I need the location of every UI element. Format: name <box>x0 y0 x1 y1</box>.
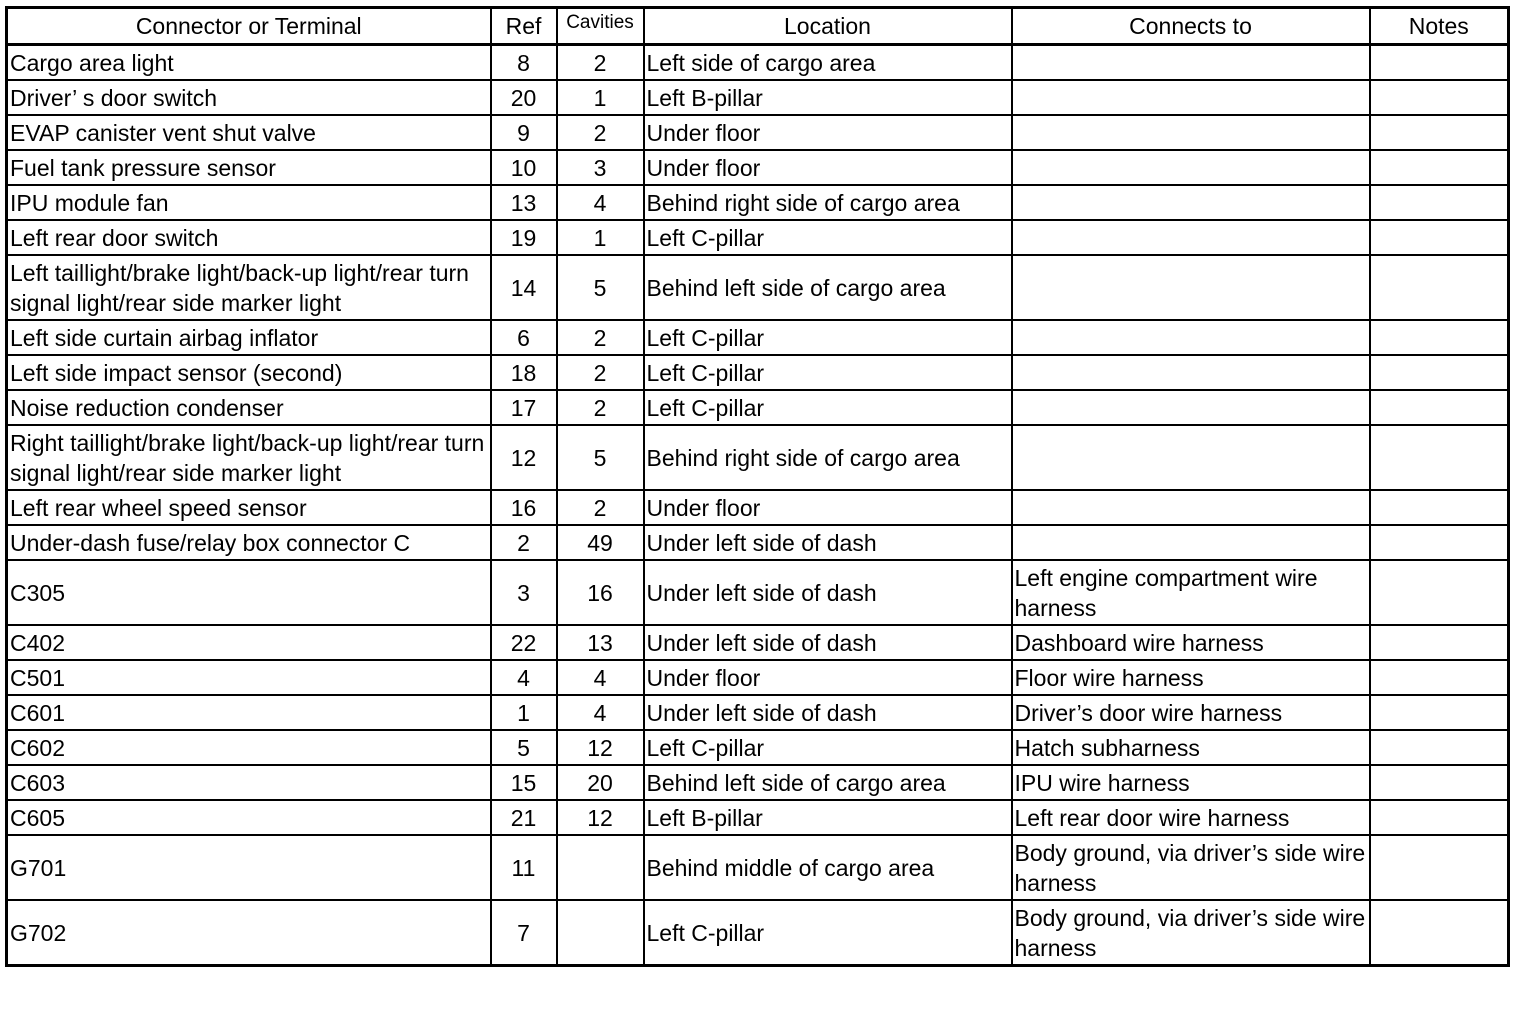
table-row <box>7 900 1509 966</box>
cell-notes <box>1370 625 1509 660</box>
header-notes: Notes <box>1370 8 1509 45</box>
cell-ref: 17 <box>491 390 557 425</box>
cell-ref: 21 <box>491 800 557 835</box>
cell-notes <box>1370 730 1509 765</box>
cell-connector: Driver’ s door switch <box>7 80 491 115</box>
cell-connects-to <box>1012 185 1370 220</box>
table-row <box>7 800 1509 835</box>
cell-location: Behind left side of cargo area <box>644 765 1012 800</box>
cell-ref: 14 <box>491 255 557 320</box>
cell-ref: 8 <box>491 45 557 81</box>
cell-cavities: 3 <box>557 150 644 185</box>
cell-location: Under floor <box>644 490 1012 525</box>
cell-ref: 16 <box>491 490 557 525</box>
cell-connector: C402 <box>7 625 491 660</box>
cell-ref: 3 <box>491 560 557 625</box>
cell-cavities: 2 <box>557 320 644 355</box>
cell-ref: 11 <box>491 835 557 900</box>
cell-notes <box>1370 185 1509 220</box>
cell-notes <box>1370 525 1509 560</box>
cell-location: Behind left side of cargo area <box>644 255 1012 320</box>
cell-connects-to <box>1012 525 1370 560</box>
cell-connector: G701 <box>7 835 491 900</box>
cell-notes <box>1370 900 1509 966</box>
cell-cavities <box>557 900 644 966</box>
cell-location: Under left side of dash <box>644 525 1012 560</box>
cell-cavities: 5 <box>557 255 644 320</box>
cell-connector: Left rear wheel speed sensor <box>7 490 491 525</box>
cell-connector: C305 <box>7 560 491 625</box>
table-row <box>7 490 1509 525</box>
cell-notes <box>1370 220 1509 255</box>
table-row <box>7 320 1509 355</box>
cell-connects-to: Driver’s door wire harness <box>1012 695 1370 730</box>
cell-cavities <box>557 835 644 900</box>
cell-connector: Left side impact sensor (second) <box>7 355 491 390</box>
cell-notes <box>1370 800 1509 835</box>
cell-notes <box>1370 150 1509 185</box>
cell-connects-to: Dashboard wire harness <box>1012 625 1370 660</box>
cell-ref: 13 <box>491 185 557 220</box>
cell-cavities: 1 <box>557 80 644 115</box>
cell-location: Under left side of dash <box>644 695 1012 730</box>
table-row <box>7 560 1509 625</box>
cell-connects-to: Body ground, via driver’s side wire harness <box>1012 835 1370 900</box>
cell-connects-to: Left rear door wire harness <box>1012 800 1370 835</box>
cell-notes <box>1370 255 1509 320</box>
cell-notes <box>1370 695 1509 730</box>
cell-connector: C602 <box>7 730 491 765</box>
cell-connector: Left taillight/brake light/back-up light/rear turn signal light/rear side marker light <box>7 255 491 320</box>
table-row <box>7 660 1509 695</box>
cell-location: Left B-pillar <box>644 800 1012 835</box>
cell-location: Left C-pillar <box>644 220 1012 255</box>
cell-location: Under floor <box>644 150 1012 185</box>
table-row <box>7 220 1509 255</box>
table-row <box>7 835 1509 900</box>
table-row <box>7 150 1509 185</box>
cell-cavities: 49 <box>557 525 644 560</box>
cell-notes <box>1370 765 1509 800</box>
cell-cavities: 2 <box>557 490 644 525</box>
cell-connector: IPU module fan <box>7 185 491 220</box>
cell-location: Behind right side of cargo area <box>644 425 1012 490</box>
cell-location: Left C-pillar <box>644 355 1012 390</box>
cell-notes <box>1370 660 1509 695</box>
table-row <box>7 765 1509 800</box>
cell-connects-to: Floor wire harness <box>1012 660 1370 695</box>
cell-connects-to <box>1012 220 1370 255</box>
cell-connector: C601 <box>7 695 491 730</box>
header-row <box>7 8 1509 45</box>
table-row <box>7 80 1509 115</box>
table-row <box>7 185 1509 220</box>
cell-connects-to <box>1012 425 1370 490</box>
table-row <box>7 525 1509 560</box>
cell-location: Left B-pillar <box>644 80 1012 115</box>
cell-ref: 9 <box>491 115 557 150</box>
cell-connects-to: Body ground, via driver’s side wire harness <box>1012 900 1370 966</box>
cell-ref: 12 <box>491 425 557 490</box>
cell-ref: 1 <box>491 695 557 730</box>
cell-location: Left C-pillar <box>644 900 1012 966</box>
cell-ref: 4 <box>491 660 557 695</box>
table-row <box>7 730 1509 765</box>
cell-connector: Left side curtain airbag inflator <box>7 320 491 355</box>
cell-connects-to <box>1012 355 1370 390</box>
cell-location: Left C-pillar <box>644 320 1012 355</box>
cell-location: Under floor <box>644 660 1012 695</box>
table-row <box>7 695 1509 730</box>
table-row <box>7 255 1509 320</box>
cell-connector: Under-dash fuse/relay box connector C <box>7 525 491 560</box>
header-cavities: Cavities <box>557 8 644 45</box>
cell-cavities: 4 <box>557 185 644 220</box>
cell-notes <box>1370 560 1509 625</box>
cell-cavities: 4 <box>557 695 644 730</box>
cell-connects-to <box>1012 490 1370 525</box>
cell-connects-to <box>1012 150 1370 185</box>
cell-cavities: 2 <box>557 355 644 390</box>
cell-location: Behind right side of cargo area <box>644 185 1012 220</box>
cell-notes <box>1370 320 1509 355</box>
cell-notes <box>1370 80 1509 115</box>
cell-location: Behind middle of cargo area <box>644 835 1012 900</box>
cell-connects-to <box>1012 320 1370 355</box>
cell-connects-to <box>1012 80 1370 115</box>
cell-connector: G702 <box>7 900 491 966</box>
cell-connects-to: IPU wire harness <box>1012 765 1370 800</box>
cell-ref: 19 <box>491 220 557 255</box>
cell-ref: 20 <box>491 80 557 115</box>
connector-table <box>5 6 1510 967</box>
cell-cavities: 13 <box>557 625 644 660</box>
cell-location: Left side of cargo area <box>644 45 1012 81</box>
cell-ref: 5 <box>491 730 557 765</box>
cell-cavities: 12 <box>557 800 644 835</box>
cell-notes <box>1370 45 1509 81</box>
table-row <box>7 115 1509 150</box>
cell-connector: Right taillight/brake light/back-up light/rear turn signal light/rear side marker light <box>7 425 491 490</box>
cell-cavities: 4 <box>557 660 644 695</box>
cell-notes <box>1370 355 1509 390</box>
header-connector: Connector or Terminal <box>7 8 491 45</box>
cell-notes <box>1370 425 1509 490</box>
cell-ref: 2 <box>491 525 557 560</box>
cell-notes <box>1370 835 1509 900</box>
table-row <box>7 355 1509 390</box>
cell-connects-to <box>1012 115 1370 150</box>
table-row <box>7 425 1509 490</box>
cell-cavities: 2 <box>557 390 644 425</box>
header-connects-to: Connects to <box>1012 8 1370 45</box>
cell-ref: 18 <box>491 355 557 390</box>
cell-cavities: 5 <box>557 425 644 490</box>
cell-ref: 15 <box>491 765 557 800</box>
cell-connector: Left rear door switch <box>7 220 491 255</box>
cell-location: Under left side of dash <box>644 560 1012 625</box>
cell-connector: Fuel tank pressure sensor <box>7 150 491 185</box>
table-row <box>7 625 1509 660</box>
cell-cavities: 2 <box>557 45 644 81</box>
cell-cavities: 1 <box>557 220 644 255</box>
cell-connector: Noise reduction condenser <box>7 390 491 425</box>
cell-notes <box>1370 390 1509 425</box>
header-location: Location <box>644 8 1012 45</box>
header-ref: Ref <box>491 8 557 45</box>
cell-connects-to: Left engine compartment wire harness <box>1012 560 1370 625</box>
cell-location: Left C-pillar <box>644 390 1012 425</box>
cell-location: Under left side of dash <box>644 625 1012 660</box>
cell-ref: 7 <box>491 900 557 966</box>
cell-notes <box>1370 490 1509 525</box>
cell-ref: 22 <box>491 625 557 660</box>
cell-connector: C603 <box>7 765 491 800</box>
cell-ref: 6 <box>491 320 557 355</box>
cell-cavities: 12 <box>557 730 644 765</box>
cell-cavities: 20 <box>557 765 644 800</box>
cell-connector: Cargo area light <box>7 45 491 81</box>
cell-cavities: 2 <box>557 115 644 150</box>
table-row <box>7 45 1509 81</box>
cell-connects-to <box>1012 390 1370 425</box>
cell-cavities: 16 <box>557 560 644 625</box>
cell-notes <box>1370 115 1509 150</box>
cell-connector: C605 <box>7 800 491 835</box>
cell-connects-to <box>1012 255 1370 320</box>
cell-location: Left C-pillar <box>644 730 1012 765</box>
cell-connector: C501 <box>7 660 491 695</box>
cell-location: Under floor <box>644 115 1012 150</box>
cell-ref: 10 <box>491 150 557 185</box>
cell-connects-to: Hatch subharness <box>1012 730 1370 765</box>
cell-connector: EVAP canister vent shut valve <box>7 115 491 150</box>
table-row <box>7 390 1509 425</box>
cell-connects-to <box>1012 45 1370 81</box>
